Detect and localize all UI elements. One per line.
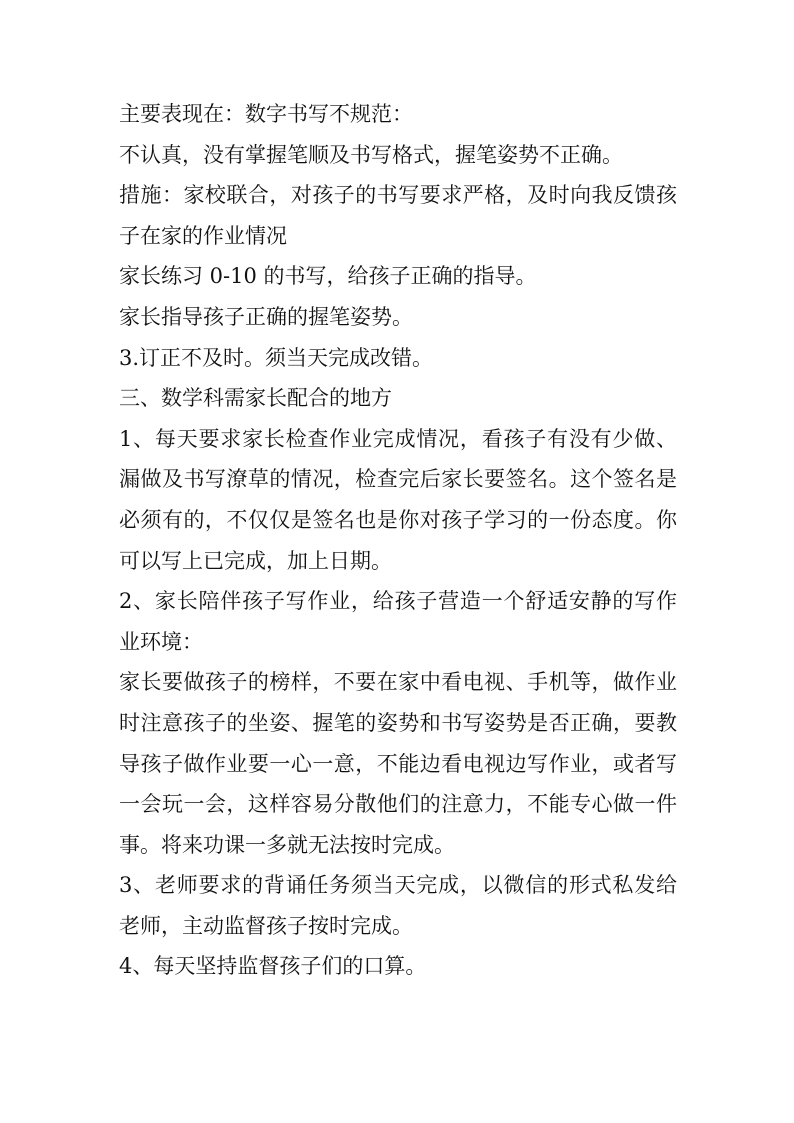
paragraph-item-1: 1、每天要求家长检查作业完成情况，看孩子有没有少做、漏做及书写潦草的情况，检查完后家长要签名。这个签名是必须有的，不仅仅是签名也是你对孩子学习的一份态度。你可以写上已完成，加上日期。 [119, 426, 677, 573]
paragraph-correction: 3.订正不及时。须当天完成改错。 [119, 345, 434, 370]
paragraph-measures: 措施：家校联合，对孩子的书写要求严格，及时向我反馈孩子在家的作业情况 [119, 183, 677, 248]
paragraph-issue-detail: 不认真，没有掌握笔顺及书写格式，握笔姿势不正确。 [119, 142, 623, 167]
paragraph-role-model: 家长要做孩子的榜样，不要在家中看电视、手机等，做作业时注意孩子的坐姿、握笔的姿势和书写姿势是否正确，要教导孩子做作业要一心一意，不能边看电视边写作业，或者写一会玩一会，这样容易分散他们的注意力，不能专心做一件事。将来功课一多就无法按时完成。 [119, 670, 677, 857]
paragraph-parent-practice: 家长练习 0-10 的书写，给孩子正确的指导。 [119, 264, 537, 289]
section-heading-parent-cooperation: 三、数学科需家长配合的地方 [119, 386, 392, 411]
paragraph-parent-guidance: 家长指导孩子正确的握笔姿势。 [119, 304, 413, 329]
paragraph-item-3: 3、老师要求的背诵任务须当天完成，以微信的形式私发给老师，主动监督孩子按时完成。 [119, 873, 677, 938]
paragraph-main-issue: 主要表现在：数字书写不规范： [119, 102, 413, 126]
paragraph-item-4: 4、每天坚持监督孩子们的口算。 [119, 954, 427, 979]
document-body [119, 94, 677, 987]
paragraph-item-2: 2、家长陪伴孩子写作业，给孩子营造一个舒适安静的写作业环境： [119, 589, 677, 654]
